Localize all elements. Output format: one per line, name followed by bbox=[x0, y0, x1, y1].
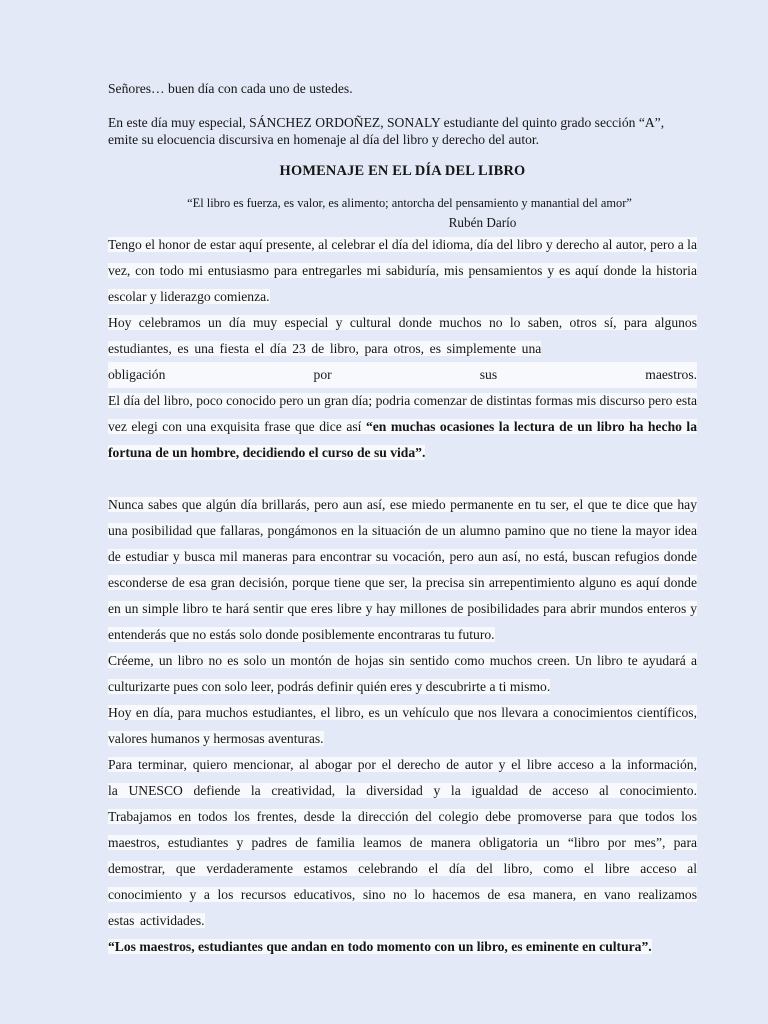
introduction-line-1: En este día muy especial, SÁNCHEZ ORDOÑEZ, SONALY estudiante del quinto grado sección “A”, bbox=[108, 115, 665, 130]
spacer bbox=[108, 181, 697, 194]
closing-statement bbox=[108, 934, 697, 960]
epigraph-author: Rubén Darío bbox=[448, 215, 517, 230]
last-line-word-4: maestros. bbox=[645, 362, 697, 388]
paragraph-book-day-text: El día del libro, poco conocido pero un gran día; podria comenzar de distintas formas mis discurso pero esta vez elegi con una exquisita frase que dice así bbox=[108, 393, 697, 434]
paragraph-fear-text: Nunca sabes que algún día brillarás, pero aun así, ese miedo permanente en tu ser, el que te dice que hay una posibilidad que fallaras, pongámonos en la situación de un alumno pamino que no tiene la mayor idea de estudiar y busca mil maneras para encontrar su vocación, pero aun así, no está, buscan refugios donde esconderse de esa gran decisión, porque tiene que ser, la precisa sin arrepentimiento alguno es aquí donde en un simple libro te hará sentir que eres libre y hay millones de posibilidades para abrir mundos enteros y entenderás que no estás solo donde posiblemente encontraras tu futuro. bbox=[108, 497, 697, 642]
paragraph-fear bbox=[108, 492, 697, 648]
paragraph-believe-me-text: Créeme, un libro no es solo un montón de hojas sin sentido como muchos creen. Un libro te ayudará a culturizarte pues con solo leer, podrás definir quién eres y descubrirte a ti mismo. bbox=[108, 653, 697, 694]
paragraph-celebration-text: Hoy celebramos un día muy especial y cultural donde muchos no lo saben, otros sí, para algunos estudiantes, es una fiesta el día 23 de libro, para otros, es simplemente una bbox=[108, 315, 697, 356]
document-body bbox=[108, 80, 697, 960]
last-line-filler bbox=[332, 362, 480, 388]
paragraph-vehicle bbox=[108, 700, 697, 752]
last-line-filler bbox=[497, 362, 645, 388]
last-line-word-1: obligación bbox=[108, 362, 165, 388]
spacer bbox=[108, 148, 697, 161]
paragraph-celebration bbox=[108, 310, 697, 362]
paragraph-celebration-last-line bbox=[108, 362, 697, 388]
last-line-word-3: sus bbox=[480, 362, 497, 388]
introduction-line-2: emite su elocuencia discursiva en homenaje al día del libro y derecho del autor. bbox=[108, 132, 540, 147]
paragraph-honor bbox=[108, 232, 697, 310]
paragraph-unesco-text: Para terminar, quiero mencionar, al abogar por el derecho de autor y el libre acceso a la información, la UNESCO defiende la creatividad, la diversidad y la igualdad de acceso al conocimiento. Trabajamos en todos los frentes, desde la dirección del colegio debe promoverse para que todos los maestros, estudiantes y padres de familia leamos de manera obligatoria un “libro por mes”, para demostrar, que verdaderamente estamos celebrando el día del libro, como el libre acceso al conocimiento y a los recursos educativos, sino no lo hacemos de esa manera, en vano realizamos estas actividades. bbox=[108, 757, 697, 928]
closing-statement-text: “Los maestros, estudiantes que andan en todo momento con un libro, es eminente en cultura”. bbox=[108, 939, 652, 954]
paragraph-vehicle-text: Hoy en día, para muchos estudiantes, el libro, es un vehículo que nos llevara a conocimientos científicos, valores humanos y hermosas aventuras. bbox=[108, 705, 697, 746]
epigraph-quote: “El libro es fuerza, es valor, es alimento; antorcha del pensamiento y manantial del amor” bbox=[187, 196, 632, 210]
document-title: HOMENAJE EN EL DÍA DEL LIBRO bbox=[279, 163, 526, 179]
spacer bbox=[108, 466, 697, 492]
introduction-paragraph bbox=[108, 114, 697, 148]
last-line-filler bbox=[165, 362, 313, 388]
paragraph-honor-text: Tengo el honor de estar aquí presente, al celebrar el día del idioma, día del libro y derecho al autor, pero a la vez, con todo mi entusiasmo para entregarles mi sabiduría, mis pensamientos y es aquí donde la historia escolar y liderazgo comienza. bbox=[108, 237, 697, 304]
last-line-word-2: por bbox=[314, 362, 332, 388]
paragraph-book-day bbox=[108, 388, 697, 466]
greeting-text: Señores… buen día con cada uno de ustedes. bbox=[108, 81, 353, 96]
greeting-line bbox=[108, 80, 697, 97]
paragraph-unesco bbox=[108, 752, 697, 934]
paragraph-book-day-quote: “en muchas ocasiones la lectura de un libro ha hecho la fortuna de un hombre, decidiendo el curso de su vida”. bbox=[108, 419, 697, 460]
spacer bbox=[108, 97, 697, 114]
paragraph-believe-me bbox=[108, 648, 697, 700]
